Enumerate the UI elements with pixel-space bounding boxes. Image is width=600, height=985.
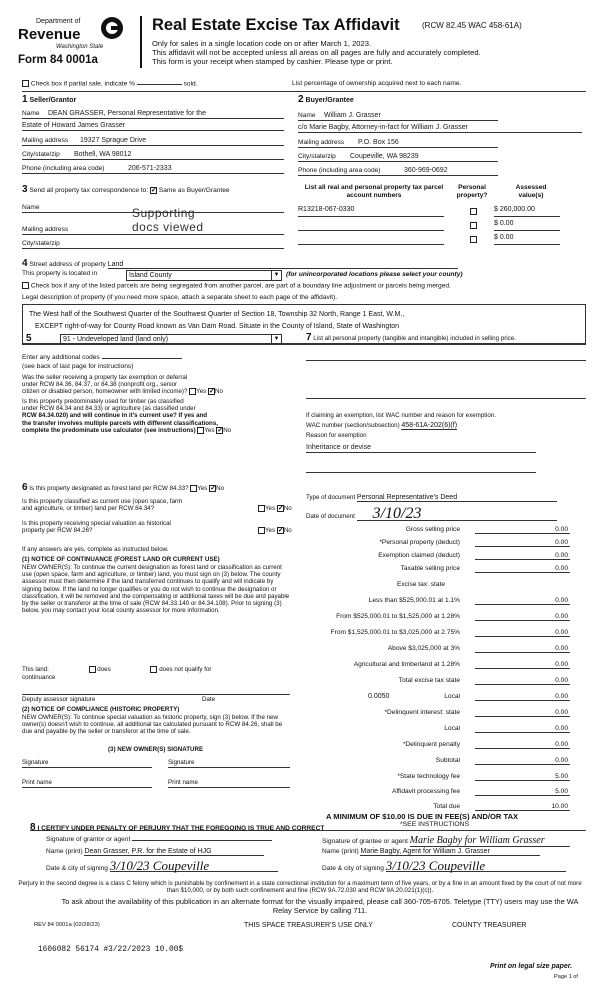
historic-yes-label: Yes [265,527,276,535]
timber-q-line5: complete the predominate use calculator (see instructions) [22,426,196,434]
seller-heading-text: Seller/Grantor [29,97,77,104]
tax-row-processing-fee [300,784,570,796]
parcel-col-header: List all real and personal property tax parcel account numbers [304,184,444,199]
seller-phone-field[interactable] [22,163,284,174]
signature-label-2: Signature [168,759,195,766]
buyer-name2-field[interactable] [298,122,582,133]
timber-q-line5-row [22,427,292,434]
current-use-line2-row [22,505,298,512]
current-use-question [22,498,298,512]
assessed-value-col-header: Assessed value(s) [515,184,547,199]
section3-name-label: Name [22,204,40,211]
timber-q-line4: the transfer involves multiple parcels with different classifications, [22,419,218,427]
parcel-row-1 [298,206,582,218]
buyer-address-label: Mailing address [298,139,345,146]
tax-row-personal [300,535,570,547]
form-title: Real Estate Excise Tax Affidavit [152,16,400,34]
buyer-heading-text: Buyer/Grantee [305,97,354,104]
forest-land-section [22,484,298,844]
historic-line2: property per RCW 84.26? [22,527,93,535]
does-not-label: does not qualify for [159,666,212,674]
grantee-name-value[interactable]: Marie Bagby, Agent for William J. Grasser [360,848,540,856]
tax-label: Gross selling price [405,526,460,533]
grantor-date-row [46,860,290,873]
grantee-date-row [322,860,590,873]
tax-row-delinquent-local [300,721,570,733]
dept-line1: Department of [36,18,81,25]
parcels-table [298,184,582,250]
segregated-row [22,282,451,289]
personal-property-col-header: Personal property? [456,184,488,199]
parcel-number-1[interactable]: R13218-067-0330 [298,206,444,217]
tax-value[interactable]: 0.00 [475,629,570,637]
tax-label: *State technology fee [397,773,460,780]
seller-address-label: Mailing address [22,137,69,144]
wac-label: WAC number (section/subsection) [306,422,400,429]
buyer-phone-field[interactable] [298,165,498,176]
partial-sale-label: Check box if partial sale, indicate % [30,80,135,88]
seller-address-field[interactable] [22,135,284,146]
section5-num: 5 [26,333,32,344]
treasurer-use-label: THIS SPACE TREASURER'S USE ONLY [244,922,373,929]
certify-heading: I CERTIFY UNDER PENALTY OF PERJURY THAT THE FOREGOING IS TRUE AND CORRECT [37,825,325,832]
land-use-section [22,330,292,490]
forest-yes-label: Yes [197,485,208,492]
tax-label: From $1,525,000.01 to $3,025,000 at 2.75% [330,629,460,636]
wac-row [306,422,457,429]
county-note: (for unincorporated locations please select your county) [286,271,463,278]
section4-num: 4 [22,258,28,269]
cashier-stamp: 1606082 56174 #3/22/2023 10.00$ [38,946,184,954]
street-address-row [22,258,458,269]
tax-value[interactable]: 0.00 [475,725,570,733]
does-label: does [97,666,111,674]
land-use-select-value: 91 - Undeveloped land (land only) [63,336,169,343]
grantee-signature-label: Signature of grantee or agent [322,838,408,845]
legal-line-1: The West half of the Southwest Quarter of the Southwest Quarter of Section 18, Township 32 North, Range 1 East, W.M., [29,311,405,318]
seller-city-field[interactable] [22,149,284,160]
tax-row-bracket2 [300,609,570,621]
local-rate: 0.0050 [368,693,390,700]
does-not-checkbox[interactable] [150,666,157,673]
tax-row-agricultural [300,657,570,669]
revenue-swirl-icon [101,17,123,39]
grantee-date-label: Date & city of signing [322,865,384,872]
personal-property-checkbox-2[interactable] [470,222,477,229]
current-use-no-label: No [283,505,292,513]
tax-row-bracket4 [300,641,570,653]
reason-field[interactable] [306,442,536,453]
historic-yes-checkbox[interactable] [258,527,265,534]
same-as-buyer-label: Same as Buyer/Grantee [158,187,230,194]
street-address-label: Street address of property [29,261,106,268]
seller-section [22,94,284,194]
seller-name-value: DEAN GRASSER, Personal Representative for the [48,110,206,117]
tax-value[interactable]: 0.00 [475,677,570,685]
tax-label: Total due [433,803,460,810]
grantor-name-label: Name (print) [46,848,83,855]
chevron-down-icon: ▼ [271,335,281,344]
header-note-3: This form is your receipt when stamped by cashier. Please type or print. [152,57,393,66]
tax-row-subtotal [300,753,570,765]
tax-value[interactable]: 0.00 [475,539,570,547]
section7-heading-row [306,334,586,342]
notice2-heading: (2) NOTICE OF COMPLIANCE (HISTORIC PROPERTY) [22,706,180,713]
tax-value[interactable]: 0.00 [475,645,570,653]
tax-row-exemption [300,548,570,560]
new-owner-signature-2[interactable] [168,767,290,768]
tax-value[interactable]: 0.00 [475,709,570,717]
buyer-name-field[interactable] [298,110,498,121]
grantor-date-label: Date & city of signing [46,865,108,872]
certification-section [30,822,590,882]
grantee-signature-row [322,836,590,847]
exemption-yes-label: Yes [196,388,207,396]
located-label: This property is located in [22,270,98,277]
tax-value[interactable]: 0.00 [475,741,570,749]
seller-heading [22,94,76,105]
doc-date-row [306,505,557,522]
tax-value[interactable]: 0.00 [475,613,570,621]
exemption-q-line3-row [22,388,292,395]
historic-line1: Is this property receiving special valuation as historical [22,520,171,527]
seller-phone-value: 206-571-2333 [128,165,172,172]
parcel-number-2[interactable] [298,220,444,231]
personal-property-section [306,332,586,522]
additional-codes-sub: (see back of last page for instructions) [22,363,134,370]
section3-num: 3 [22,184,28,195]
buyer-city-value: Coupeville, WA 98239 [350,153,419,160]
tax-label: Taxable selling price [400,565,460,572]
personal-property-input[interactable] [306,360,586,361]
header-note-1: Only for sales in a single location code on or after March 1, 2023. [152,39,372,48]
exemption-note: If claiming an exemption, list WAC number and reason for exemption. [306,412,496,419]
seller-address-value: 19327 Sprague Drive [80,137,147,144]
exemption-q-line3: citizen or disabled person, homeowner with limited income)? [22,388,188,396]
exemption-question [22,374,292,396]
tax-label: Less than $525,000.01 at 1.1% [368,597,460,604]
timber-no-label: No [223,426,232,434]
timber-question [22,398,292,434]
grantor-signature-row [46,836,290,847]
tax-value[interactable]: 0.00 [475,597,570,605]
additional-codes-input[interactable] [102,358,182,359]
partial-sale-percent[interactable] [137,84,182,85]
current-use-yes-checkbox[interactable] [258,505,265,512]
partial-sale [22,80,282,90]
tax-row-delinquent-penalty [300,737,570,749]
tax-value[interactable]: 0.00 [475,552,570,560]
tax-label: Subtotal [435,757,460,764]
section3-heading-text: Send all property tax correspondence to: [29,187,149,194]
buyer-city-field[interactable] [298,151,498,162]
historic-no-label: No [283,527,292,535]
historic-line2-row [22,527,298,534]
buyer-section [298,94,582,180]
parcel-row-2 [298,220,582,232]
buyer-name-label: Name [298,112,316,119]
doc-type-value[interactable]: Personal Representative's Deed [357,494,557,502]
legal-line-2: EXCEPT right-of-way for County Road known as Van Dam Road. Situate in the County of Island, State of Washington [35,323,400,330]
buyer-phone-value: 360-969-0692 [404,167,448,174]
segregated-label: Check box if any of the listed parcels are being segregated from another parcel, are part of a boundary line adjustment or parcels being merged. [30,282,451,290]
tax-row-total-state [300,673,570,685]
print-name-label-2: Print name [168,779,198,786]
seller-name-field[interactable] [22,108,284,119]
doc-type-label: Type of document [306,494,356,501]
buyer-address-value: P.O. Box 156 [358,139,399,146]
section3-city-label: City/state/zip [22,240,60,247]
does-checkbox[interactable] [89,666,96,673]
assessed-value-1[interactable]: $ 260,000.00 [494,206,560,217]
buyer-name-value: William J. Grasser [324,112,381,119]
tax-row-bracket1 [300,593,570,605]
section6-num: 6 [22,482,28,493]
current-use-no-checkbox[interactable] [277,505,284,512]
personal-property-checkbox-3[interactable] [470,236,477,243]
continuance-label: continuance [22,674,56,681]
parcel-row-3 [298,234,582,246]
section7-text: List all personal property (tangible and intangible) included in selling price. [313,335,516,342]
if-yes-note: If any answers are yes, complete as instructed below. [22,546,169,553]
doc-date-value[interactable]: 3/10/23 [357,508,557,521]
doc-type-row [306,494,557,502]
partial-sale-checkbox[interactable] [22,80,29,87]
parcel-number-3[interactable] [298,234,444,245]
notice3-heading: (3) NEW OWNER(S) SIGNATURE [108,746,204,753]
personal-property-input-2[interactable] [306,398,586,399]
buyer-city-label: City/state/zip [298,153,336,160]
availability-notice: To ask about the availability of this publication in an alternate format for the visually impaired, please call 360-705-6705. Teletype (TTY) users may use the WA Relay Service by calling 711. [61,897,579,915]
county-select[interactable] [126,270,282,281]
minimum-due-note: A MINIMUM OF $10.00 IS DUE IN FEE(S) AND/OR TAX [326,812,519,821]
tax-value[interactable]: 0.00 [475,693,570,701]
buyer-address-field[interactable] [298,137,498,148]
additional-codes-label: Enter any additional codes [22,354,100,361]
tax-row-taxable [300,561,570,573]
timber-q-line1: Is this property predominately used for timber (as classified [22,398,184,405]
tax-value[interactable]: 5.00 [475,773,570,781]
section8-num: 8 [30,822,36,833]
supporting-stamp: Supporting [132,206,196,220]
section3-address-label: Mailing address [22,226,69,233]
tax-label: *Delinquent penalty [402,741,460,748]
timber-q-line3: RCW 84.34.020) and will continue in it's current use? If yes and [22,412,208,420]
seller-name-label: Name [22,110,40,117]
grantor-signature-label: Signature of grantor or agent [46,836,131,843]
seller-heading-num: 1 [22,94,28,105]
grantor-signature-field[interactable] [132,840,272,841]
tax-label: Total excise tax state [398,677,460,684]
seller-city-label: City/state/zip [22,151,60,158]
buyer-phone-label: Phone (including area code) [298,167,381,174]
section3-city-field[interactable] [22,238,284,249]
tax-value[interactable]: 0.00 [475,526,570,534]
buyer-name2-value: c/o Marie Bagby, Attorney-in-fact for William J. Grasser [298,124,468,131]
section7-num: 7 [306,332,312,343]
tax-row-excise-state [300,577,570,589]
grantee-name-label: Name (print) [322,848,359,855]
grantor-name-value[interactable]: Dean Grasser, P.R. for the Estate of HJG [84,848,264,856]
tax-row-local [300,689,570,701]
notice1-heading: (1) NOTICE OF CONTINUANCE (FOREST LAND OR CURRENT USE) [22,556,220,563]
county-select-value: Island County [129,272,172,279]
this-land-label: This land: [22,666,49,674]
current-use-yes-label: Yes [265,505,276,513]
seller-phone-label: Phone (including area code) [22,165,105,172]
partial-sale-suffix: sold. [183,80,198,88]
tax-row-gross [300,522,570,534]
tax-value[interactable]: 0.00 [475,757,570,765]
timber-yes-label: Yes [204,426,215,434]
same-as-buyer-checkbox[interactable] [150,187,157,194]
tax-label: Affidavit processing fee [391,788,460,795]
revenue-logo-text: Revenue [18,26,81,43]
buyer-heading-num: 2 [298,94,304,105]
wac-value[interactable]: 458-61A-202(6)(f) [401,422,458,429]
tax-label: *Personal property (deduct) [379,539,460,546]
personal-property-checkbox-1[interactable] [470,208,477,215]
reason-value: Inheritance or devise [306,444,371,451]
header-divider [140,16,142,68]
revision-label: REV 84 0001a (02/28/23) [34,922,100,928]
grantee-date-value[interactable]: 3/10/23 Coupeville [386,860,566,872]
rcw-reference: (RCW 82.45 WAC 458-61A) [422,21,522,30]
tax-label: Local [444,693,460,700]
certify-heading-row [30,822,324,833]
county-treasurer-label: COUNTY TREASURER [452,922,527,929]
tax-value[interactable]: 0.00 [475,565,570,573]
tax-label: Excise tax: state [396,581,445,588]
tax-label: Local [444,725,460,732]
assessed-value-2[interactable]: $ 0.00 [494,220,560,231]
land-use-select[interactable] [60,334,282,345]
tax-row-delinquent-interest [300,705,570,717]
located-row [22,270,97,277]
additional-codes-row [22,354,182,361]
docs-viewed-stamp: docs viewed [132,220,204,234]
tax-correspondence-section [22,184,284,256]
tax-value[interactable]: 0.00 [475,661,570,669]
current-use-line1: Is this property classified as current use (open space, farm [22,498,183,505]
see-instructions-note: *SEE INSTRUCTIONS [400,821,470,828]
exemption-q-line2: under RCW 84.36, 84.37, or 84.38 (nonprofit org., senior [22,381,178,389]
tax-label: Above $3,025,000 at 3% [387,645,460,652]
form-number: Form 84 0001a [18,54,98,66]
tax-label: Agricultural and timberland at 1.28% [353,661,460,668]
deputy-date-label: Date [202,696,216,703]
deputy-label: Deputy assessor signature [22,696,96,703]
tax-label: Exemption claimed (deduct) [378,552,460,559]
ownership-note: List percentage of ownership acquired next to each name. [292,80,462,87]
tax-label: *Delinquent interest: state [384,709,460,716]
tax-row-total-due [300,799,570,811]
print-name-label-1: Print name [22,779,52,786]
new-owner-print-2[interactable] [168,787,290,788]
seller-city-value: Bothell, WA 98012 [74,151,132,158]
forest-question: Is this property designated as forest land per RCW 84.33? [29,485,189,492]
historic-no-checkbox[interactable] [277,527,284,534]
header [14,14,586,72]
timber-q-line2: under RCW 84.34 and 84.33) or agriculture (as classified under [22,405,196,413]
grantee-signature-value[interactable]: Marie Bagby for William Grasser [410,836,570,847]
section3-heading [22,184,230,195]
perjury-notice: Perjury in the second degree is a class C felony which is punishable by confinement in a state correctional institution for a maximum term of five years, or by a fine in an amount fixed by the court of not more than $10,000, or by both such confinement and fine (RCW 9A.72.030 and RCW 9A.20.021(1)(c)). [18,880,582,894]
tax-value[interactable]: 10.00 [475,803,570,811]
forest-no-label: No [216,485,225,492]
dept-line3: Washington State [56,44,104,50]
new-owner-signature-1[interactable] [22,767,152,768]
notice2-body: NEW OWNER(S): To continue special valuation as historic property, sign (3) below. If the new owner(s) doesn't wish to continue, all additional tax calculated pursuant to RCW 84.26, shall be due and payable by the seller or transferor at the time of sale. [22,714,283,736]
segregated-checkbox[interactable] [22,282,29,289]
street-address-value[interactable]: Land [108,261,458,269]
tax-value[interactable]: 5.00 [475,788,570,796]
exemption-no-label: No [215,388,223,396]
current-use-line2: and agriculture, or timber) land per RCW 84.34? [22,505,155,513]
forest-q-row [22,484,298,492]
legal-size-note: Print on legal size paper. [490,963,573,970]
seller-name2-field[interactable] [22,120,284,131]
buyer-heading [298,94,354,105]
historic-question [22,520,298,534]
chevron-down-icon: ▼ [271,271,281,280]
legal-description-label: Legal description of property (if you need more space, attach a separate sheet to each page of the affidavit). [22,294,338,301]
exemption-no-checkbox[interactable] [208,388,215,395]
assessed-value-3[interactable]: $ 0.00 [494,234,560,245]
seller-name2-value: Estate of Howard James Grasser [22,122,126,129]
tax-row-bracket3 [300,625,570,637]
tax-label: From $525,000.01 to $1,525,000 at 1.28% [336,613,460,620]
signature-label-1: Signature [22,759,49,766]
tax-row-tech-fee [300,769,570,781]
qualify-row [22,666,211,673]
reason-line-2 [306,472,536,473]
divider [22,91,586,92]
new-owner-print-1[interactable] [22,787,152,788]
exemption-q-line1: Was the seller receiving a property tax exemption or deferral [22,374,188,381]
doc-date-label: Date of document [306,513,355,520]
notice1-body: NEW OWNER(S): To continue the current designation as forest land or classification as current use (open space, farm and agriculture, or timber) land, you must sign on (3) below. The county assessor must then determine if the land transferred continues to qualify and will indicate by signing below. If the land no longer qualifies or you do not wish to continue the designation or classification, it will be removed and the compensating or additional taxes will be due and payable by the seller or transferor at the time of sale (RCW 84.33.140 or 84.34.108). Prior to signing (3) below, you may contact your local county assessor for more information. [22,564,290,615]
reason-label: Reason for exemption [306,432,367,439]
deputy-line [22,694,290,695]
grantor-date-value[interactable]: 3/10/23 Coupeville [110,860,278,872]
page-number: Page 1 of [554,974,578,980]
property-location-section [22,258,586,338]
header-note-2: This affidavit will not be accepted unless all areas on all pages are fully and accurately completed. [152,48,481,57]
